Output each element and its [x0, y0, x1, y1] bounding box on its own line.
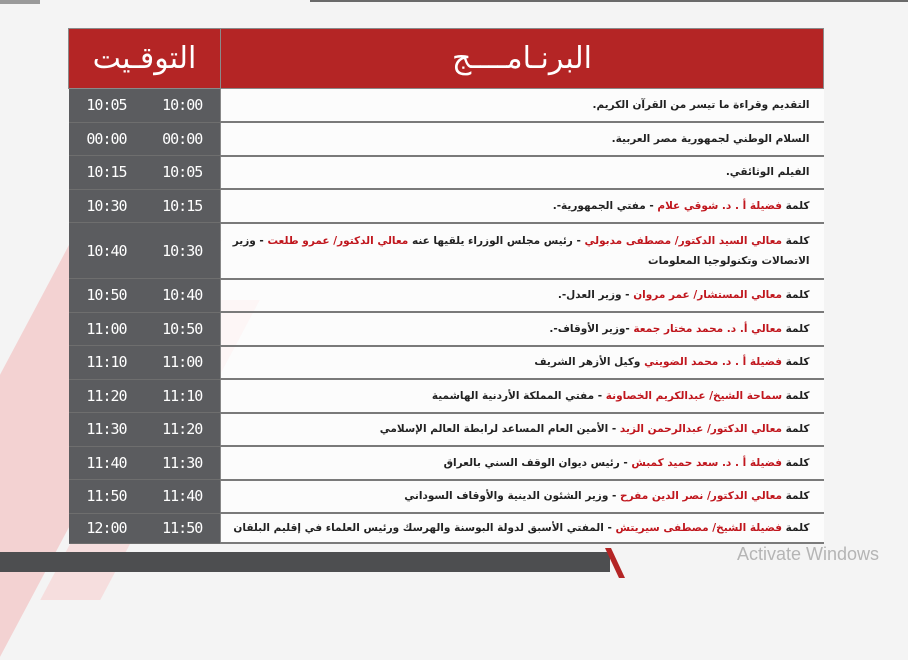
program-item [220, 312, 823, 346]
program-text: -وزير الأوقاف-. [549, 322, 634, 335]
program-item [220, 189, 823, 223]
table-row [69, 379, 824, 413]
footer-bar [0, 552, 610, 572]
program-item [220, 413, 823, 447]
table-row [69, 89, 824, 123]
speaker-name: معالي أ. د. محمد مختار جمعة [633, 322, 783, 335]
speaker-name: معالي المستشار/ عمر مروان [633, 289, 783, 302]
start-time: 11:50 [144, 513, 220, 543]
speaker-name: فضيلة أ . د. محمد الضويني [644, 356, 783, 369]
table-row [69, 480, 824, 514]
program-item [220, 446, 823, 480]
speaker-name: معالي السيد الدكتور/ مصطفى مدبولي [584, 234, 783, 247]
program-text: - وزير العدل-. [557, 289, 634, 302]
start-time: 10:50 [144, 312, 220, 346]
program-text: وكيل الأزهر الشريف [534, 356, 645, 369]
end-time: 11:40 [69, 446, 145, 480]
program-item [220, 89, 823, 123]
program-item [220, 156, 823, 190]
table-row [69, 346, 824, 380]
table-row [69, 513, 824, 543]
start-time: 00:00 [144, 122, 220, 156]
program-text: السلام الوطني لجمهورية مصر العربية. [611, 132, 810, 145]
program-text: كلمة [782, 522, 810, 534]
table-row [69, 189, 824, 223]
program-text: كلمة [782, 389, 810, 402]
program-schedule-table [68, 28, 824, 544]
start-time: 11:40 [144, 480, 220, 514]
program-text: - المفتي الأسبق لدولة البوسنة والهرسك ورئيس العلماء في إقليم البلقان [233, 522, 616, 534]
start-time: 11:20 [144, 413, 220, 447]
end-time: 11:10 [69, 346, 145, 380]
program-text: كلمة [782, 199, 810, 212]
program-text: - وزير الاتصالات وتكنولوجيا المعلومات [232, 234, 810, 267]
start-time: 10:30 [144, 223, 220, 279]
program-item [220, 279, 823, 313]
activate-windows-watermark: Activate Windows [737, 544, 880, 564]
end-time: 10:30 [69, 189, 145, 223]
program-item [220, 513, 823, 543]
program-text: التقديم وقراءة ما تيسر من القرآن الكريم. [592, 99, 810, 111]
program-text: الفيلم الوثائقي. [725, 166, 810, 179]
timing-header: التوقـيت [69, 29, 221, 89]
table-row [69, 413, 824, 447]
program-text: كلمة [782, 234, 810, 247]
end-time: 11:20 [69, 379, 145, 413]
end-time: 10:15 [69, 156, 145, 190]
top-bar [0, 0, 908, 8]
start-time: 10:00 [144, 89, 220, 123]
end-time: 10:50 [69, 279, 145, 313]
program-item [220, 379, 823, 413]
start-time: 11:10 [144, 379, 220, 413]
program-item [220, 122, 823, 156]
program-text: - وزير الشئون الدينية والأوقاف السوداني [404, 490, 621, 503]
table-row [69, 279, 824, 313]
end-time: 10:05 [69, 89, 145, 123]
program-item [220, 480, 823, 514]
program-text: - مفتي الجمهورية-. [552, 199, 658, 212]
program-header: البرنـامــــج [220, 29, 823, 89]
speaker-name: فضيلة الشيخ/ مصطفى سيريتش [615, 522, 783, 534]
speaker-name: معالي الدكتور/ نصر الدين مفرح [620, 490, 783, 503]
program-text: كلمة [782, 289, 810, 302]
program-text: كلمة [782, 490, 810, 503]
program-text: - رئيس ديوان الوقف السني بالعراق [443, 456, 632, 469]
speaker-name: فضيلة أ . د. سعد حميد كمبش [631, 456, 783, 469]
table-row [69, 223, 824, 279]
program-text: كلمة [782, 322, 810, 335]
program-text: - مفتي المملكة الأردنية الهاشمية [431, 389, 606, 402]
end-time: 12:00 [69, 513, 145, 543]
program-text: كلمة [782, 423, 810, 436]
end-time: 10:40 [69, 223, 145, 279]
start-time: 10:40 [144, 279, 220, 313]
end-time: 11:50 [69, 480, 145, 514]
start-time: 11:30 [144, 446, 220, 480]
speaker-name: فضيلة أ . د. شوقي علام [657, 199, 783, 212]
end-time: 00:00 [69, 122, 145, 156]
program-text: - الأمين العام المساعد لرابطة العالم الإسلامي [379, 423, 620, 436]
speaker-name: معالي الدكتور/ عمرو طلعت [267, 234, 409, 247]
start-time: 10:05 [144, 156, 220, 190]
end-time: 11:30 [69, 413, 145, 447]
program-item [220, 346, 823, 380]
table-row [69, 122, 824, 156]
program-item [220, 223, 823, 279]
program-text: كلمة [782, 356, 810, 369]
table-row [69, 312, 824, 346]
start-time: 11:00 [144, 346, 220, 380]
table-row [69, 446, 824, 480]
end-time: 11:00 [69, 312, 145, 346]
start-time: 10:15 [144, 189, 220, 223]
program-text: - رئيس مجلس الوزراء يلقيها عنه [408, 234, 585, 247]
program-text: كلمة [782, 456, 810, 469]
speaker-name: سماحة الشيخ/ عبدالكريم الخصاونة [605, 389, 783, 402]
table-row [69, 156, 824, 190]
speaker-name: معالي الدكتور/ عبدالرحمن الزيد [619, 423, 783, 436]
